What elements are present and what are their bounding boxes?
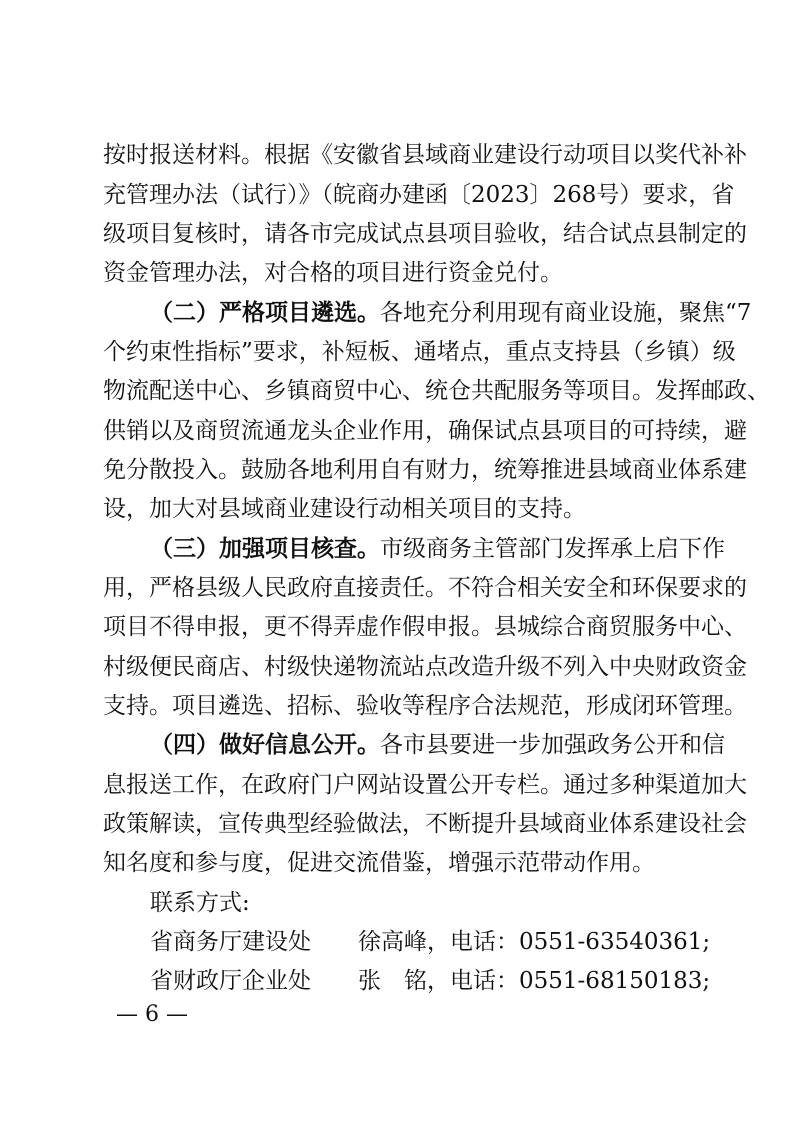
paragraph-line: 息报送工作，在政府门户网站设置公开专栏。通过多种渠道加大 (103, 772, 747, 798)
page-number: — 6 — (116, 1002, 188, 1027)
section-text: 各市县要进一步加强政务公开和信 (380, 732, 725, 758)
contacts-label: 联系方式: (150, 890, 250, 916)
paragraph-line: 供销以及商贸流通龙头企业作用，确保试点县项目的可持续，避 (103, 418, 747, 444)
section-text: 各地充分利用现有商业设施，聚焦“7 (380, 300, 752, 326)
paragraph-line: 物流配送中心、乡镇商贸中心、统仓共配服务等项目。发挥邮政、 (103, 378, 770, 404)
paragraph-line: 项目不得申报，更不得弄虚作假申报。县城综合商贸服务中心、 (103, 614, 747, 640)
section-text: 市级商务主管部门发挥承上启下作 (380, 536, 725, 562)
paragraph-line: 充管理办法（试行）》（皖商办建函〔2023〕268号）要求，省 (103, 182, 735, 208)
paragraph-line: 知名度和参与度，促进交流借鉴，增强示范带动作用。 (103, 850, 655, 876)
section-heading: （二）严格项目遴选。 (150, 300, 380, 326)
paragraph-line: 级项目复核时，请各市完成试点县项目验收，结合试点县制定的 (103, 221, 747, 247)
paragraph-line: 免分散投入。鼓励各地利用自有财力，统筹推进县域商业体系建 (103, 457, 747, 483)
paragraph-line: 政策解读，宣传典型经验做法，不断提升县域商业体系建设社会 (103, 811, 747, 837)
contact-person-phone: 徐高峰，电话：0551-63540361; (358, 929, 711, 955)
section-heading: （三）加强项目核查。 (150, 536, 380, 562)
section-first-line (150, 730, 725, 760)
paragraph-line: 资金管理办法，对合格的项目进行资金兑付。 (103, 260, 563, 286)
section-first-line (150, 534, 725, 564)
paragraph-line: 村级便民商店、村级快递物流站点改造升级不列入中央财政资金 (103, 654, 747, 680)
contact-department: 省财政厅企业处 (150, 968, 311, 994)
paragraph-line: 个约束性指标”要求，补短板、通堵点，重点支持县（乡镇）级 (103, 339, 736, 365)
paragraph-line: 用，严格县级人民政府直接责任。不符合相关安全和环保要求的 (103, 575, 747, 601)
section-first-line (150, 298, 752, 328)
contact-person-phone: 张 铭，电话：0551-68150183; (358, 968, 711, 994)
section-heading: （四）做好信息公开。 (150, 732, 380, 758)
paragraph-line: 设，加大对县域商业建设行动相关项目的支持。 (103, 496, 586, 522)
contact-department: 省商务厅建设处 (150, 929, 311, 955)
paragraph-line: 按时报送材料。根据《安徽省县域商业建设行动项目以奖代补补 (103, 142, 747, 168)
paragraph-line: 支持。项目遴选、招标、验收等程序合法规范，形成闭环管理。 (103, 693, 747, 719)
